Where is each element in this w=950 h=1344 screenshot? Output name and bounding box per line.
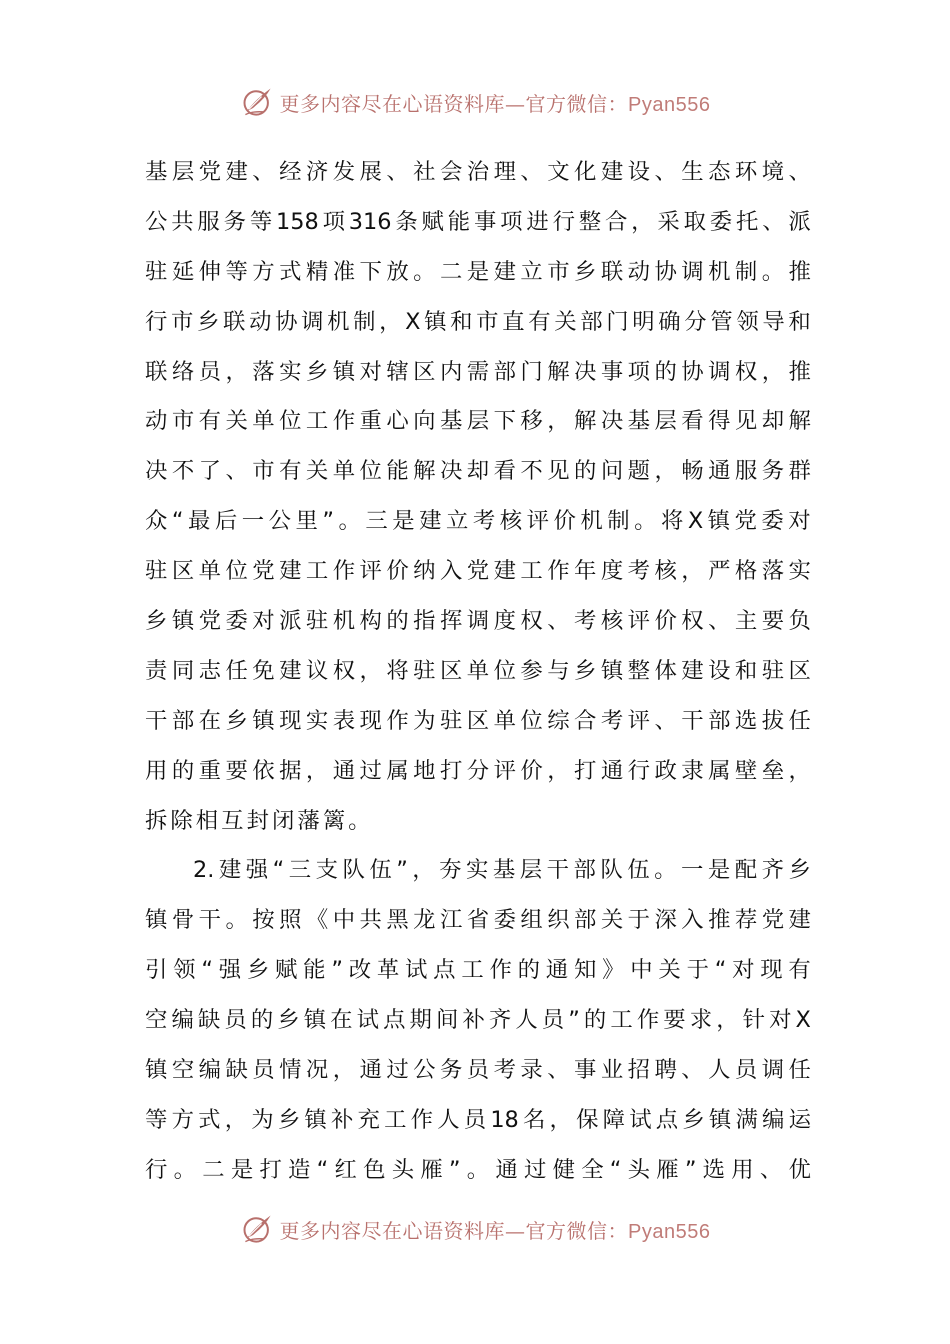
footer-watermark xyxy=(0,1209,950,1249)
text-line: 引 领 “ 强 乡 赋 能 ” 改 革 试 点 工 作 的 通 知 》 中 关 于 “ 对 现 有 xyxy=(145,957,811,984)
watermark-id: Pyan556 xyxy=(628,93,711,116)
header-watermark xyxy=(0,82,950,122)
document-body xyxy=(145,148,811,1196)
text-line: 决 不 了 、 市 有 关 单 位 能 解 决 却 看 不 见 的 问 题 ， 畅 通 服 务 群 xyxy=(145,458,811,485)
quill-pen-logo-icon xyxy=(240,1211,276,1247)
text-line: 用 的 重 要 依 据 ， 通 过 属 地 打 分 评 价 ， 打 通 行 政 隶 属 壁 垒 ， xyxy=(145,757,811,784)
text-line: 等 方 式 ， 为 乡 镇 补 充 工 作 人 员 18 名 ， 保 障 试 点 乡 镇 满 编 运 xyxy=(145,1106,811,1133)
text-line: 基 层 党 建 、 经 济 发 展 、 社 会 治 理 、 文 化 建 设 、 生 态 环 境 、 xyxy=(145,159,811,185)
text-line: 乡 镇 党 委 对 派 驻 机 构 的 指 挥 调 度 权 、 考 核 评 价 权 、 主 要 负 xyxy=(145,608,811,635)
text-line: 镇 空 编 缺 员 情 况 ， 通 过 公 务 员 考 录 、 事 业 招 聘 、 人 员 调 任 xyxy=(145,1057,811,1084)
watermark-text: 更多内容尽在心语资料库—官方微信：Pyan556 xyxy=(279,1218,711,1243)
text-line: 拆 除 相 互 封 闭 藩 篱 。 xyxy=(145,807,374,834)
text-line: 联 络 员 ， 落 实 乡 镇 对 辖 区 内 需 部 门 解 决 事 项 的 协 调 权 ， 推 xyxy=(145,358,811,385)
text-line: 公 共 服 务 等 158 项 316 条 赋 能 事 项 进 行 整 合 ， 采 取 委 托 、 派 xyxy=(145,208,811,235)
quill-pen-logo-icon xyxy=(240,84,276,120)
text-line: 责 同 志 任 免 建 议 权 ， 将 驻 区 单 位 参 与 乡 镇 整 体 建 设 和 驻 区 xyxy=(145,657,811,684)
text-line: 镇 骨 干 。 按 照 《 中 共 黑 龙 江 省 委 组 织 部 关 于 深 入 推 荐 党 建 xyxy=(145,907,811,934)
text-line: 驻 延 伸 等 方 式 精 准 下 放 。 二 是 建 立 市 乡 联 动 协 调 机 制 。 推 xyxy=(145,258,811,285)
watermark-text: 更多内容尽在心语资料库—官方微信：Pyan556 xyxy=(279,91,711,116)
text-line: 行 市 乡 联 动 协 调 机 制 ， X 镇 和 市 直 有 关 部 门 明 确 分 管 领 导 和 xyxy=(145,308,811,335)
text-line: 驻 区 单 位 党 建 工 作 评 价 纳 入 党 建 工 作 年 度 考 核 ， 严 格 落 实 xyxy=(145,558,811,585)
text-line: 2. 建 强 “ 三 支 队 伍 ” ， 夯 实 基 层 干 部 队 伍 。 一 是 配 齐 乡 xyxy=(193,857,811,884)
text-line: 众 “ 最 后 一 公 里 ” 。 三 是 建 立 考 核 评 价 机 制 。 将 X 镇 党 委 对 xyxy=(145,508,811,535)
text-line: 动 市 有 关 单 位 工 作 重 心 向 基 层 下 移 ， 解 决 基 层 看 得 见 却 解 xyxy=(145,408,811,435)
text-line: 行 。 二 是 打 造 “ 红 色 头 雁 ” 。 通 过 健 全 “ 头 雁 ” 选 用 、 优 xyxy=(145,1156,811,1183)
text-line: 干 部 在 乡 镇 现 实 表 现 作 为 驻 区 单 位 综 合 考 评 、 干 部 选 拔 任 xyxy=(145,707,811,734)
watermark-id: Pyan556 xyxy=(628,1220,711,1243)
text-line: 空 编 缺 员 的 乡 镇 在 试 点 期 间 补 齐 人 员 ” 的 工 作 要 求 ， 针 对 X xyxy=(145,1007,811,1034)
